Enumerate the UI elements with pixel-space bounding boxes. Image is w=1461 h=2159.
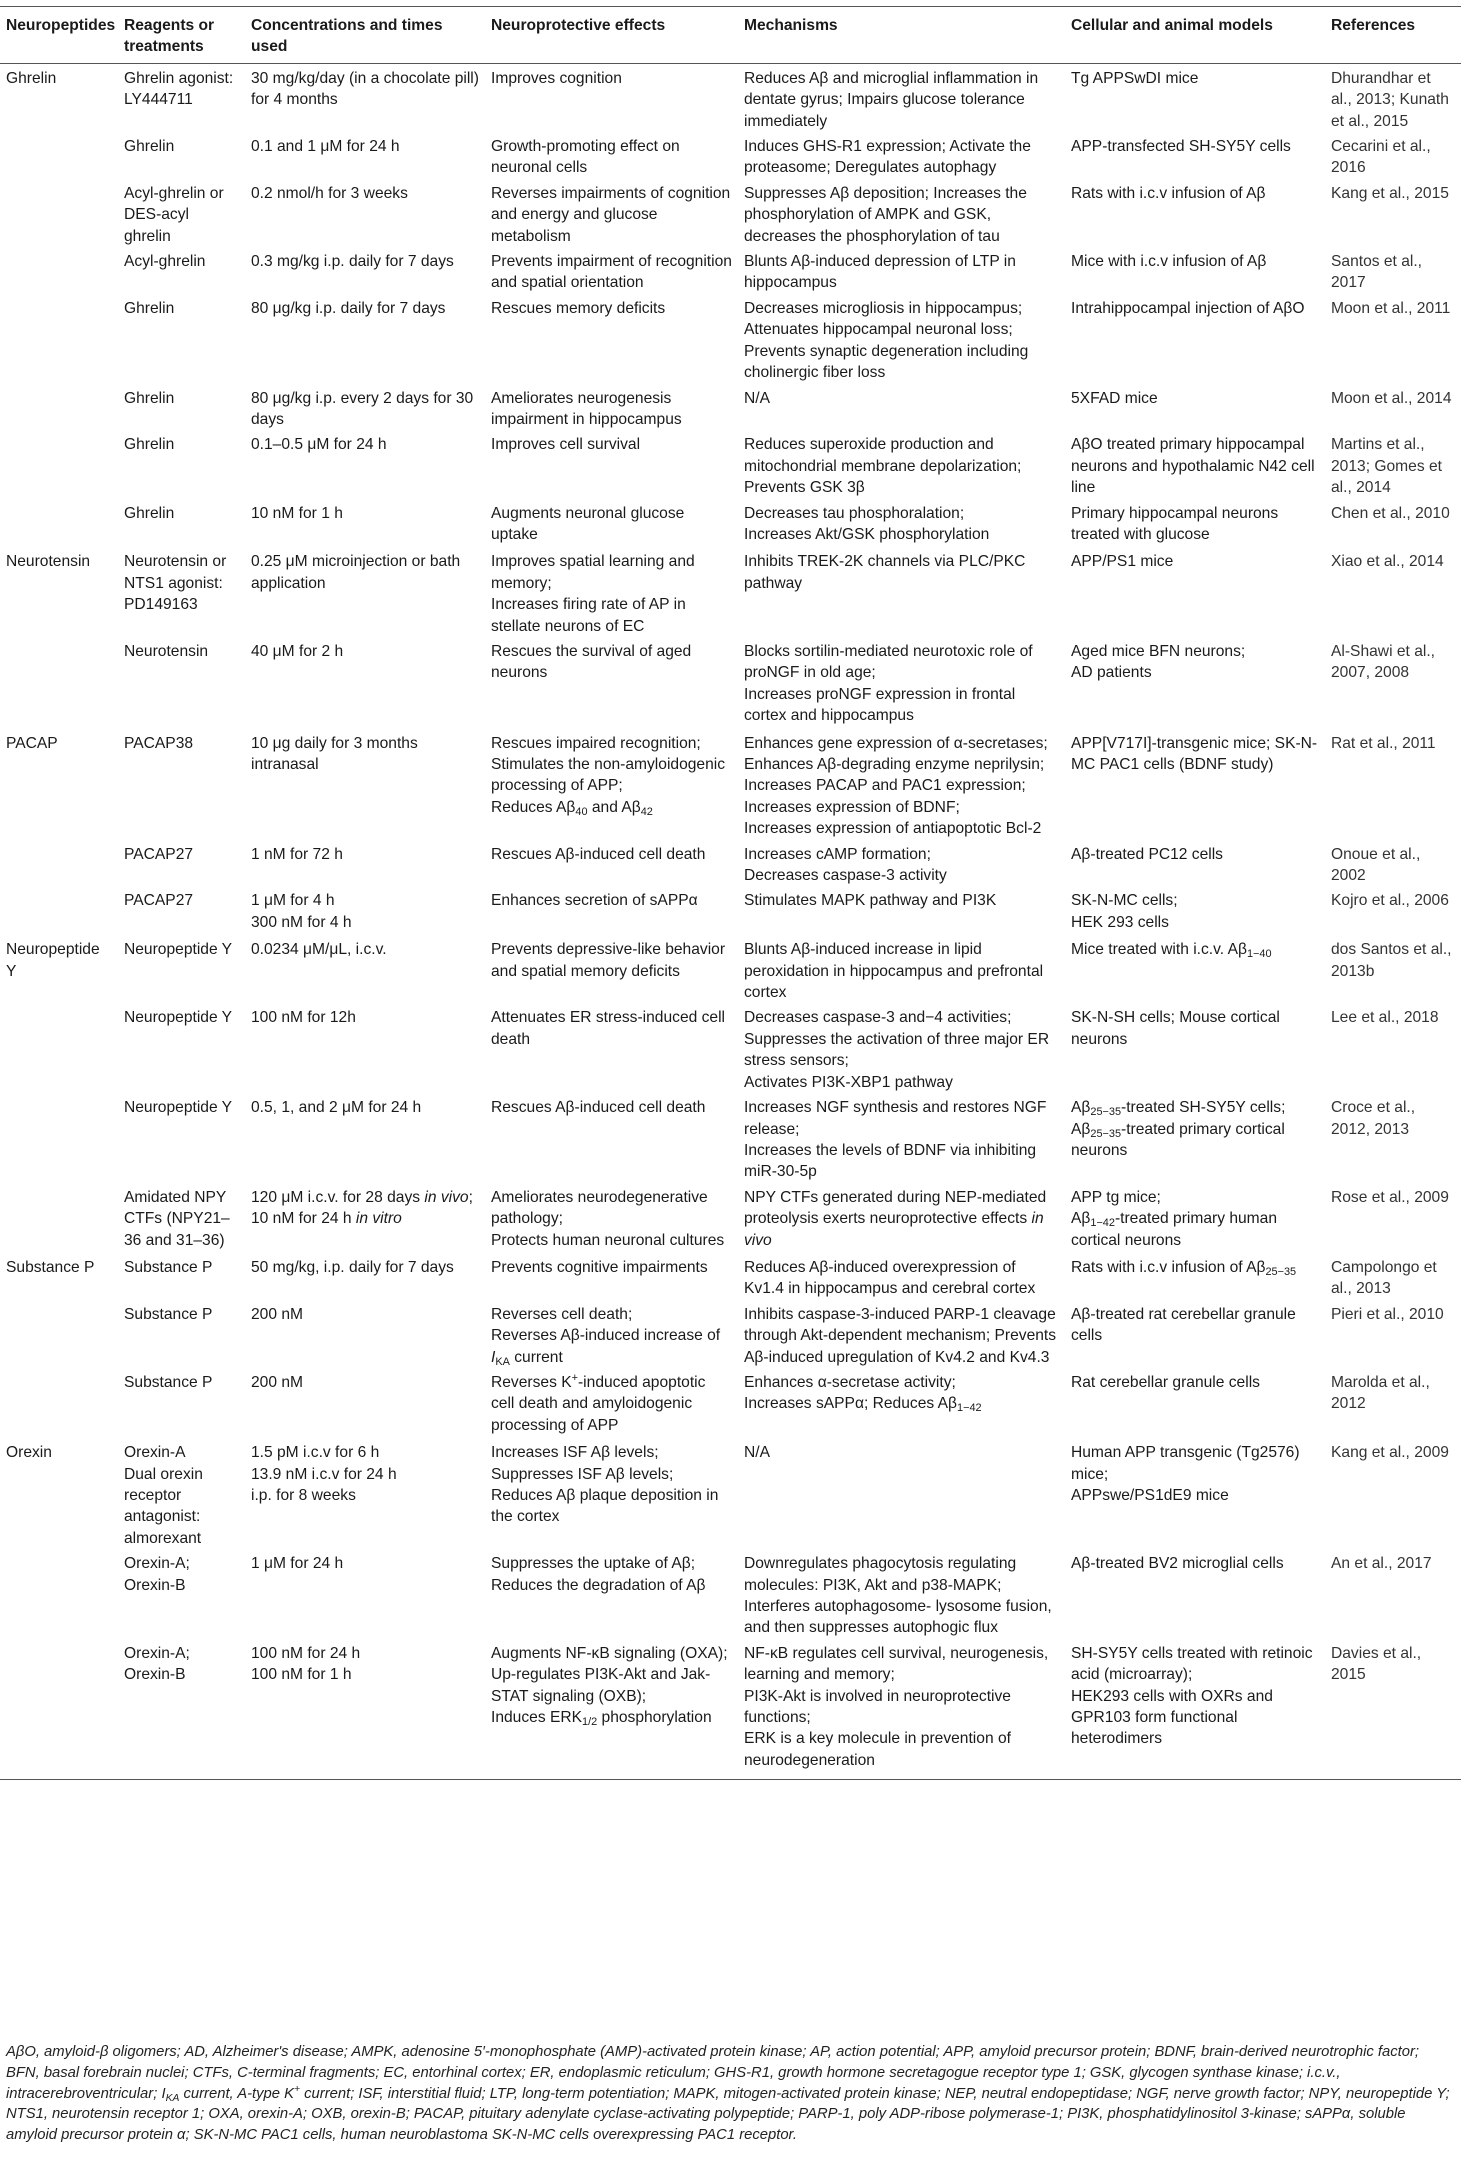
cell-mechanism: Reduces Aβ-induced overexpression of Kv1.4 in hippocampus and cerebral cortex (744, 1258, 1036, 1298)
cell-mechanism: Downregulates phagocytosis regulating molecules: PI3K, Akt and p38-MAPK; Interferes autophagosome- lysosome fusion, and then suppresses autophogic flux (744, 1555, 1052, 1637)
cell-reagent: Substance P (124, 1305, 213, 1323)
cell-reagent: PACAP27 (124, 892, 194, 910)
cell-concentration: 30 mg/kg/day (in a chocolate pill) for 4 months (251, 69, 479, 109)
cell-concentration: 1 μM for 4 h 300 nM for 4 h (251, 892, 352, 931)
table-row (0, 1551, 1461, 1641)
header-neuropeptides: Neuropeptides (0, 7, 118, 64)
cell-reagent: Amidated NPY CTFs (NPY21–36 and 31–36) (124, 1188, 230, 1249)
cell-neuropeptide (0, 296, 118, 386)
cell-neuropeptide (0, 888, 118, 935)
cell-reference: Rat et al., 2011 (1331, 734, 1436, 752)
cell-mechanism: Decreases tau phosphoralation; Increases Akt/GSK phosphorylation (744, 504, 990, 543)
cell-reagent: Acyl-ghrelin (124, 253, 206, 271)
table-row (0, 639, 1461, 729)
cell-reference: Kang et al., 2009 (1331, 1444, 1449, 1462)
cell-effects: Reverses K+-induced apoptotic cell death and amyloidogenic processing of APP (491, 1371, 706, 1434)
cell-effects: Reverses impairments of cognition and energy and glucose metabolism (491, 184, 731, 245)
cell-concentration: 50 mg/kg, i.p. daily for 7 days (251, 1258, 454, 1276)
cell-effects: Improves spatial learning and memory; Increases firing rate of AP in stellate neurons of EC (491, 553, 695, 635)
cell-effects: Rescues impaired recognition; Stimulates the non-amyloidogenic processing of APP; Reduces $A\beta_{40}$ and $A\beta_{42}$ (491, 734, 726, 818)
table-row (0, 249, 1461, 296)
cell-concentration: 0.2 nmol/h for 3 weeks (251, 184, 408, 202)
cell-model: $A\beta_{25-35}$-treated SH-SY5Y cells; $A\beta_{25-35}$-treated primary cortical neurons (1071, 1099, 1286, 1159)
cell-neuropeptide (0, 181, 118, 249)
cell-model: 5XFAD mice (1071, 389, 1158, 407)
cell-model: Aβ-treated BV2 microglial cells (1071, 1555, 1284, 1573)
cell-neuropeptide (0, 386, 118, 433)
cell-model: Intrahippocampal injection of AβO (1071, 299, 1305, 317)
cell-model: Mice with i.c.v infusion of Aβ (1071, 253, 1267, 271)
cell-concentration: 1 nM for 72 h (251, 845, 343, 863)
cell-reagent: Ghrelin (124, 504, 175, 522)
cell-reagent: PACAP27 (124, 845, 194, 863)
cell-effects: Reverses cell death; Reverses Aβ-induced increase of $I_{KA}$ current (491, 1305, 721, 1368)
cell-mechanism: Blunts Aβ-induced depression of LTP in hippocampus (744, 253, 1016, 292)
cell-reagent: Substance P (124, 1373, 213, 1391)
table-row (0, 935, 1461, 1005)
cell-effects: Rescues memory deficits (491, 299, 666, 317)
cell-neuropeptide: Ghrelin (6, 69, 57, 87)
cell-concentration: 200 nM (251, 1305, 304, 1323)
cell-reference: Croce et al., 2012, 2013 (1331, 1099, 1416, 1138)
table-row (0, 1370, 1461, 1438)
cell-concentration: 0.1 and 1 μM for 24 h (251, 138, 400, 156)
cell-reagent: Ghrelin (124, 389, 175, 407)
cell-model: Aβ-treated PC12 cells (1071, 845, 1223, 863)
table-row (0, 888, 1461, 935)
cell-mechanism: Blunts Aβ-induced increase in lipid peroxidation in hippocampus and prefrontal cortex (744, 941, 1044, 1002)
cell-reagent: Ghrelin (124, 299, 175, 317)
table-row (0, 1302, 1461, 1370)
cell-model: Rats with i.c.v infusion of Aβ (1071, 184, 1266, 202)
cell-effects: Prevents cognitive impairments (491, 1258, 708, 1276)
cell-effects: Improves cell survival (491, 436, 641, 454)
table-row (0, 547, 1461, 639)
cell-reference: Chen et al., 2010 (1331, 504, 1450, 522)
cell-concentration: 40 μM for 2 h (251, 642, 344, 660)
cell-neuropeptide (0, 1551, 118, 1641)
cell-reference: Martins et al., 2013; Gomes et al., 2014 (1331, 436, 1442, 497)
cell-reference: Kojro et al., 2006 (1331, 892, 1449, 910)
cell-mechanism: Enhances gene expression of α-secretases; Enhances Aβ-degrading enzyme neprilysin; Increases PACAP and PAC1 expression; Increases expression of BDNF; Increases expression of antiapoptotic Bcl-2 (744, 734, 1048, 838)
cell-effects: Increases ISF Aβ levels; Suppresses ISF Aβ levels; Reduces Aβ plaque deposition in the cortex (491, 1444, 719, 1526)
cell-concentration: 100 nM for 12h (251, 1009, 356, 1027)
cell-reference: Santos et al., 2017 (1331, 253, 1423, 292)
cell-reference: Moon et al., 2011 (1331, 299, 1451, 317)
cell-reagent: Neuropeptide Y (124, 1009, 233, 1027)
cell-reference: An et al., 2017 (1331, 1555, 1432, 1573)
cell-reference: Davies et al., 2015 (1325, 1641, 1461, 1780)
table-row (0, 63, 1461, 134)
cell-reference: Moon et al., 2014 (1331, 389, 1452, 407)
cell-neuropeptide (0, 1370, 118, 1438)
cell-model: Human APP transgenic (Tg2576) mice; APPswe/PS1dE9 mice (1071, 1444, 1300, 1504)
cell-mechanism: Blocks sortilin-mediated neurotoxic role of proNGF in old age; Increases proNGF expression in frontal cortex and hippocampus (744, 642, 1033, 725)
table-row (0, 134, 1461, 181)
cell-neuropeptide (0, 134, 118, 181)
cell-mechanism: Reduces Aβ and microglial inflammation in dentate gyrus; Impairs glucose tolerance immediately (744, 69, 1039, 130)
cell-reference: Marolda et al., 2012 (1331, 1373, 1430, 1413)
cell-reagent: Neurotensin or NTS1 agonist: PD149163 (124, 553, 227, 614)
cell-concentration: 0.25 μM microinjection or bath application (251, 553, 461, 592)
cell-reference: dos Santos et al., 2013b (1331, 941, 1452, 980)
cell-effects: Rescues Aβ-induced cell death (491, 845, 706, 863)
header-effects: Neuroprotective effects (485, 7, 738, 64)
cell-model: AβO treated primary hippocampal neurons and hypothalamic N42 cell line (1071, 436, 1315, 497)
cell-concentration: 100 nM for 24 h 100 nM for 1 h (245, 1641, 485, 1780)
table-row (0, 1185, 1461, 1253)
cell-reference: Kang et al., 2015 (1331, 184, 1449, 202)
cell-reference: Cecarini et al., 2016 (1331, 138, 1431, 177)
cell-reagent: Ghrelin agonist: LY444711 (124, 69, 234, 109)
cell-reference: Xiao et al., 2014 (1331, 553, 1444, 571)
cell-model: Rat cerebellar granule cells (1071, 1373, 1260, 1391)
cell-reference: Dhurandhar et al., 2013; Kunath et al., 2015 (1331, 69, 1449, 130)
table-row (0, 501, 1461, 548)
cell-effects: Enhances secretion of sAPPα (491, 892, 698, 910)
cell-neuropeptide (0, 432, 118, 500)
table-row (0, 432, 1461, 500)
cell-reference: Rose et al., 2009 (1331, 1188, 1449, 1206)
cell-neuropeptide (0, 249, 118, 296)
cell-reagent: Orexin-A Dual orexin receptor antagonist: almorexant (124, 1444, 203, 1547)
header-mechanisms: Mechanisms (738, 7, 1065, 64)
cell-neuropeptide (0, 842, 118, 889)
cell-concentration: 0.5, 1, and 2 μM for 24 h (251, 1099, 422, 1117)
cell-neuropeptide: Orexin (6, 1444, 52, 1462)
cell-mechanism: Suppresses Aβ deposition; Increases the phosphorylation of AMPK and GSK, decreases the phosphorylation of tau (744, 184, 1027, 245)
cell-concentration: 1 μM for 24 h (251, 1555, 344, 1573)
cell-reagent: Orexin-A; Orexin-B (124, 1555, 190, 1594)
table-footnote: AβO, amyloid-β oligomers; AD, Alzheimer's disease; AMPK, adenosine 5′-monophosphate (AMP)-activated protein kinase; AP, action potential; APP, amyloid precursor protein; BDNF, brain-derived neurotrophic factor; BFN, basal forebrain nuclei; CTFs, C-terminal fragments; EC, entorhinal cortex; ER, endoplasmic reticulum; GHS-R1, growth hormone secretagogue receptor type 1; GSK, glycogen synthase kinase; i.c.v., intracerebroventricular; $I_{KA}$ current, A-type K+ current; ISF, interstitial fluid; LTP, long-term potentiation; MAPK, mitogen-activated protein kinase; NEP, neutral endopeptidase; NGF, nerve growth factor; NPY, neuropeptide Y; NTS1, neurotensin receptor 1; OXA, orexin-A; OXB, orexin-B; PACAP, pituitary adenylate cyclase-activating polypeptide; PARP-1, poly ADP-ribose polymerase-1; PI3K, phosphatidylinositol 3-kinase; sAPPα, soluble amyloid precursor protein α; SK-N-MC PAC1 cells, human neuroblastoma SK-N-MC cells overexpressing PAC1 receptor. (6, 2044, 1450, 2144)
cell-neuropeptide (0, 1095, 118, 1185)
cell-reagent: Ghrelin (124, 138, 175, 156)
table-row (0, 1253, 1461, 1302)
cell-mechanism: Reduces superoxide production and mitochondrial membrane depolarization; Prevents GSK 3β (744, 436, 1022, 497)
cell-effects: Rescues the survival of aged neurons (491, 642, 692, 682)
cell-reference: Al-Shawi et al., 2007, 2008 (1331, 642, 1436, 682)
cell-mechanism: Enhances α-secretase activity; Increases sAPPα; Reduces $A\beta_{1-42}$ (744, 1373, 982, 1415)
cell-neuropeptide (0, 639, 118, 729)
table-row (0, 1641, 1461, 1780)
cell-effects: Ameliorates neurogenesis impairment in hippocampus (491, 389, 682, 428)
cell-reagent: Acyl-ghrelin or DES-acyl ghrelin (124, 184, 224, 245)
cell-neuropeptide: Substance P (6, 1258, 95, 1276)
cell-concentration: 1.5 pM i.c.v for 6 h 13.9 nM i.c.v for 24 h i.p. for 8 weeks (251, 1444, 397, 1504)
table-row (0, 729, 1461, 842)
cell-effects: Improves cognition (491, 69, 622, 87)
cell-reagent: Orexin-A; Orexin-B (118, 1641, 245, 1780)
cell-reagent: Neuropeptide Y (124, 1099, 233, 1117)
cell-reagent: Neurotensin (124, 642, 209, 660)
cell-model: Primary hippocampal neurons treated with glucose (1071, 504, 1279, 543)
table-row (0, 386, 1461, 433)
header-row (0, 7, 1461, 64)
cell-reference: Onoue et al., 2002 (1331, 845, 1421, 885)
header-references: References (1325, 7, 1461, 64)
cell-model: APP tg mice; $A\beta_{1-42}$-treated primary human cortical neurons (1071, 1188, 1278, 1249)
cell-model: Rats with i.c.v infusion of $A\beta_{25-35}$ (1071, 1258, 1297, 1278)
cell-reference: Campolongo et al., 2013 (1331, 1258, 1437, 1298)
neuropeptide-table (0, 6, 1461, 1780)
cell-concentration: 80 μg/kg i.p. every 2 days for 30 days (251, 389, 474, 428)
cell-mechanism: Decreases caspase-3 and−4 activities; Suppresses the activation of three major ER stress sensors; Activates PI3K-XBP1 pathway (744, 1009, 1050, 1091)
cell-concentration: 10 μg daily for 3 months intranasal (251, 734, 418, 773)
cell-concentration: 0.0234 μM/μL, i.c.v. (251, 941, 387, 959)
cell-effects: Attenuates ER stress-induced cell death (491, 1009, 726, 1048)
cell-mechanism: Increases NGF synthesis and restores NGF release; Increases the levels of BDNF via inhibiting miR-30-5p (744, 1099, 1047, 1181)
cell-mechanism: Inhibits caspase-3-induced PARP-1 cleavage through Akt-dependent mechanism; Prevents Aβ-induced upregulation of Kv4.2 and Kv4.3 (744, 1305, 1057, 1366)
table-row (0, 296, 1461, 386)
cell-mechanism: Decreases microgliosis in hippocampus; Attenuates hippocampal neuronal loss; Prevents synaptic degeneration including cholinergic fiber loss (744, 299, 1029, 382)
table-row (0, 181, 1461, 249)
cell-neuropeptide: Neurotensin (6, 553, 91, 571)
header-models: Cellular and animal models (1065, 7, 1325, 64)
cell-neuropeptide (0, 1185, 118, 1253)
header-concentrations: Concentrations and times used (245, 7, 485, 64)
cell-concentration: 0.1–0.5 μM for 24 h (251, 436, 387, 454)
cell-reference: Pieri et al., 2010 (1331, 1305, 1444, 1323)
cell-effects: Prevents impairment of recognition and spatial orientation (491, 253, 732, 292)
cell-reference: Lee et al., 2018 (1331, 1009, 1439, 1027)
cell-model: Tg APPSwDI mice (1071, 69, 1199, 87)
cell-concentration: 10 nM for 1 h (251, 504, 343, 522)
cell-mechanism: Stimulates MAPK pathway and PI3K (744, 892, 997, 910)
cell-model: SH-SY5Y cells treated with retinoic acid (microarray); HEK293 cells with OXRs and GPR103 form functional heterodimers (1065, 1641, 1325, 1780)
cell-model: Aged mice BFN neurons; AD patients (1071, 642, 1246, 682)
table-row (0, 1095, 1461, 1185)
cell-model: SK-N-SH cells; Mouse cortical neurons (1071, 1009, 1280, 1048)
cell-effects: Prevents depressive-like behavior and spatial memory deficits (491, 941, 726, 980)
cell-mechanism: NF-κB regulates cell survival, neurogenesis, learning and memory; PI3K-Akt is involved in neuroprotective functions; ERK is a key molecule in prevention of neurodegeneration (738, 1641, 1065, 1780)
cell-model: Aβ-treated rat cerebellar granule cells (1071, 1305, 1296, 1345)
table-body (0, 63, 1461, 1779)
cell-neuropeptide (0, 501, 118, 548)
cell-mechanism: Induces GHS-R1 expression; Activate the proteasome; Deregulates autophagy (744, 138, 1031, 177)
cell-concentration: 200 nM (251, 1373, 304, 1391)
cell-concentration: 0.3 mg/kg i.p. daily for 7 days (251, 253, 454, 271)
cell-effects: Ameliorates neurodegenerative pathology; Protects human neuronal cultures (491, 1188, 725, 1249)
header-reagents: Reagents or treatments (118, 7, 245, 64)
table-row (0, 1005, 1461, 1095)
cell-neuropeptide (0, 1641, 118, 1780)
cell-reagent: Substance P (124, 1258, 213, 1276)
cell-model: APP/PS1 mice (1071, 553, 1174, 571)
cell-neuropeptide: PACAP (6, 734, 58, 752)
cell-mechanism: N/A (744, 1444, 770, 1462)
cell-neuropeptide (0, 1302, 118, 1370)
cell-reagent: Neuropeptide Y (124, 941, 233, 959)
cell-model: APP-transfected SH-SY5Y cells (1071, 138, 1291, 156)
cell-neuropeptide: Neuropeptide Y (6, 941, 100, 980)
table-row (0, 1438, 1461, 1551)
cell-model: SK-N-MC cells; HEK 293 cells (1071, 892, 1178, 931)
cell-model: APP[V717I]-transgenic mice; SK-N-MC PAC1 cells (BDNF study) (1071, 734, 1318, 773)
cell-effects: Suppresses the uptake of Aβ; Reduces the degradation of Aβ (491, 1555, 706, 1594)
cell-mechanism: Increases cAMP formation; Decreases caspase-3 activity (744, 845, 947, 885)
cell-effects: Rescues Aβ-induced cell death (491, 1099, 706, 1117)
cell-concentration: 120 μM i.c.v. for 28 days in vivo; 10 nM for 24 h in vitro (251, 1188, 473, 1228)
cell-model: Mice treated with i.c.v. $A\beta_{1-40}$ (1071, 941, 1272, 961)
cell-effects: Augments NF-κB signaling (OXA); Up-regulates PI3K-Akt and Jak-STAT signaling (OXB); Induces $ERK_{1/2}$ phosphorylation (485, 1641, 738, 1780)
cell-mechanism: N/A (744, 389, 770, 407)
cell-effects: Augments neuronal glucose uptake (491, 504, 685, 543)
cell-effects: Growth-promoting effect on neuronal cells (491, 138, 680, 177)
cell-reagent: Ghrelin (124, 436, 175, 454)
cell-reagent: PACAP38 (124, 734, 194, 752)
cell-concentration: 80 μg/kg i.p. daily for 7 days (251, 299, 446, 317)
cell-mechanism: Inhibits TREK-2K channels via PLC/PKC pathway (744, 553, 1026, 592)
table-row (0, 842, 1461, 889)
cell-neuropeptide (0, 1005, 118, 1095)
cell-mechanism: NPY CTFs generated during NEP-mediated proteolysis exerts neuroprotective effects in vivo (744, 1188, 1047, 1249)
